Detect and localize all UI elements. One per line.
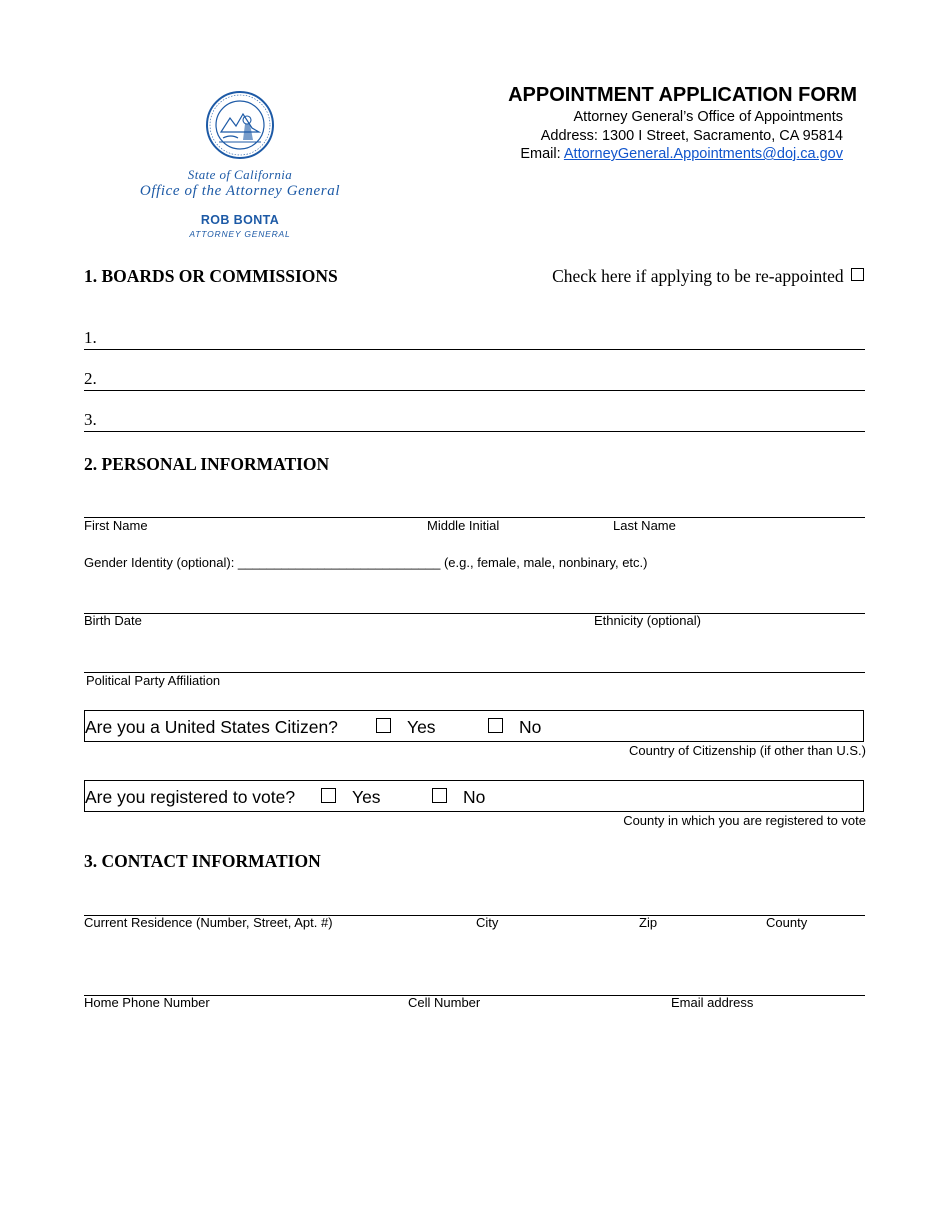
email-address-label: Email address <box>671 995 754 1010</box>
board-line-1-number: 1. <box>84 328 97 347</box>
logo-name: ROB BONTA <box>200 213 280 227</box>
email-line <box>520 146 843 162</box>
citizen-yes-label: Yes <box>407 717 436 737</box>
citizen-question: Are you a United States Citizen? <box>85 717 338 737</box>
section-2-title: 2. PERSONAL INFORMATION <box>84 454 330 474</box>
section-3-title: 3. CONTACT INFORMATION <box>84 851 321 871</box>
home-phone-label: Home Phone Number <box>84 995 210 1010</box>
office-name: Attorney General’s Office of Appointments <box>573 109 843 125</box>
logo-state-text: State of California <box>187 167 293 182</box>
last-name-label: Last Name <box>613 518 676 533</box>
state-seal-icon <box>205 90 275 160</box>
vote-county-label: County in which you are registered to vote <box>623 813 866 828</box>
board-line-2[interactable] <box>84 390 865 391</box>
reappoint-option[interactable] <box>552 266 864 287</box>
email-label: Email: <box>520 146 561 162</box>
vote-yes-label: Yes <box>352 787 381 807</box>
birth-date-label: Birth Date <box>84 613 142 628</box>
office-address: Address: 1300 I Street, Sacramento, CA 95814 <box>540 128 843 144</box>
board-line-3[interactable] <box>84 431 865 432</box>
citizen-no-label: No <box>519 717 542 737</box>
reappoint-label: Check here if applying to be re-appointed <box>552 266 844 286</box>
email-link[interactable]: AttorneyGeneral.Appointments@doj.ca.gov <box>563 146 843 162</box>
citizen-yes-checkbox[interactable] <box>376 718 391 733</box>
middle-initial-label: Middle Initial <box>427 518 500 533</box>
vote-no-label: No <box>463 787 486 807</box>
board-line-2-number: 2. <box>84 369 97 388</box>
gender-identity-field[interactable]: Gender Identity (optional): ____________________________ (e.g., female, male, nonbinary, etc.) <box>84 555 648 570</box>
ethnicity-label: Ethnicity (optional) <box>594 613 701 628</box>
city-label: City <box>476 915 499 930</box>
cell-number-label: Cell Number <box>408 995 481 1010</box>
logo-office-text: Office of the Attorney General <box>139 183 341 199</box>
logo-title: ATTORNEY GENERAL <box>189 229 291 239</box>
party-label: Political Party Affiliation <box>86 673 221 688</box>
board-line-3-number: 3. <box>84 410 97 429</box>
citizen-question-box <box>84 710 864 742</box>
county-label: County <box>766 915 808 930</box>
section-1-title: 1. BOARDS OR COMMISSIONS <box>84 266 338 286</box>
vote-question-box <box>84 780 864 812</box>
vote-question: Are you registered to vote? <box>85 787 296 807</box>
vote-no-checkbox[interactable] <box>432 788 447 803</box>
birth-ethnicity-line[interactable] <box>84 613 865 614</box>
vote-yes-checkbox[interactable] <box>321 788 336 803</box>
reappoint-checkbox[interactable] <box>851 268 864 281</box>
zip-label: Zip <box>639 915 658 930</box>
citizenship-country-label: Country of Citizenship (if other than U.S.) <box>629 743 866 758</box>
board-line-1[interactable] <box>84 349 865 350</box>
residence-label: Current Residence (Number, Street, Apt. #) <box>84 915 333 930</box>
first-name-label: First Name <box>84 518 148 533</box>
form-title: APPOINTMENT APPLICATION FORM <box>508 84 857 106</box>
citizen-no-checkbox[interactable] <box>488 718 503 733</box>
